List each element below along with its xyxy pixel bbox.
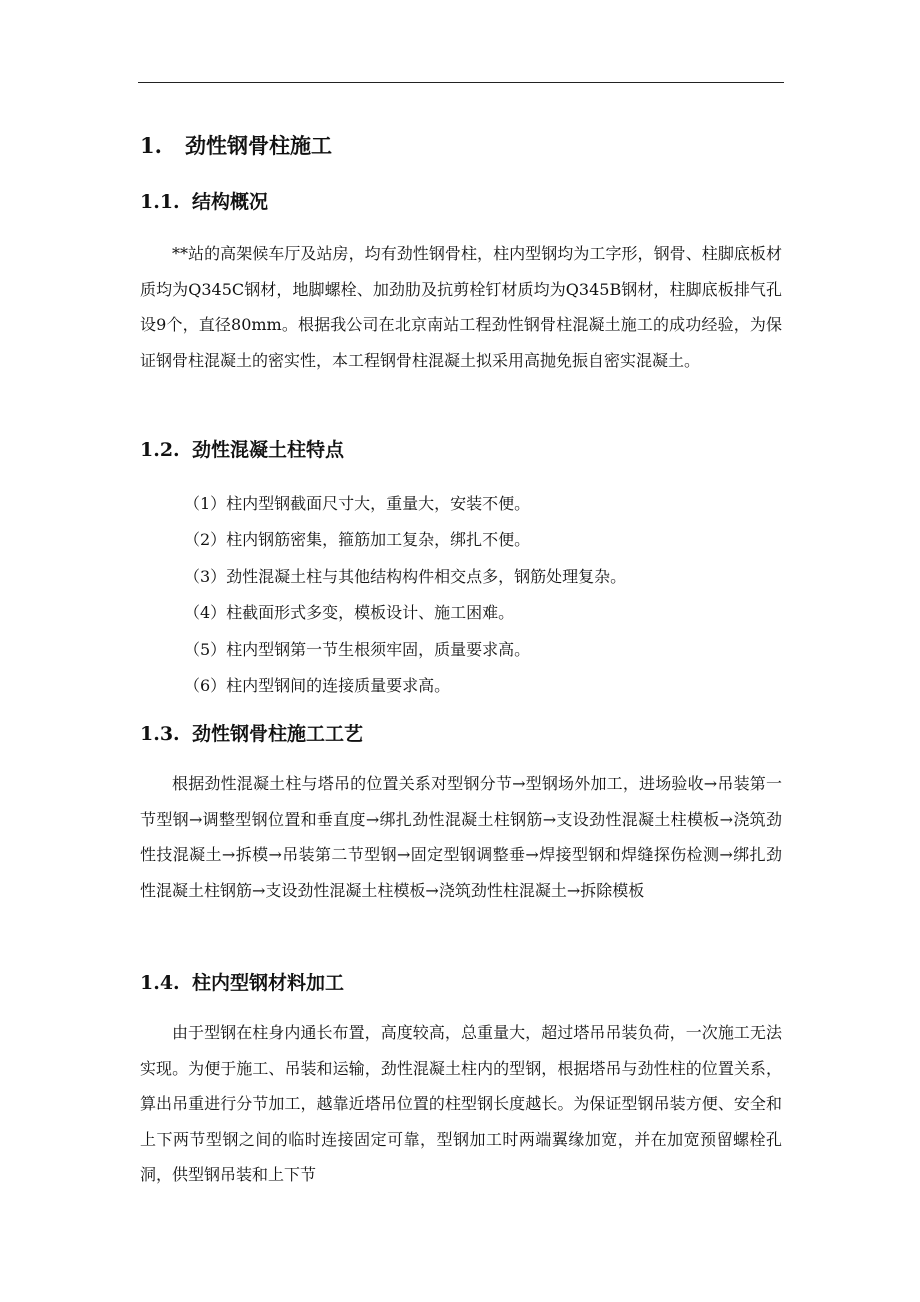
- paragraph-steel-processing: 由于型钢在柱身内通长布置，高度较高，总重量大，超过塔吊吊装负荷，一次施工无法实现。为便于施工、吊装和运输，劲性混凝土柱内的型钢，根据塔吊与劲性柱的位置关系，算出吊重进行分节加工，越靠近塔吊位置的柱型钢长度越长。为保证型钢吊装方便、安全和上下两节型钢之间的临时连接固定可靠，型钢加工时两端翼缘加宽，并在加宽预留螺栓孔洞，供型钢吊装和上下节: [140, 1023, 782, 1184]
- subsection-number: 1.2.: [140, 439, 180, 461]
- subsection-heading-1-3: [140, 720, 363, 748]
- subsection-heading-1-2: [140, 436, 344, 464]
- section-heading: [140, 131, 332, 161]
- list-item: （5）柱内型钢第一节生根须牢固，质量要求高。: [184, 639, 531, 659]
- list-item: （1）柱内型钢截面尺寸大，重量大，安装不便。: [184, 494, 531, 513]
- subsection-heading-1-1: [140, 188, 268, 216]
- subsection-number: 1.1.: [140, 191, 180, 213]
- subsection-title: 柱内型钢材料加工: [192, 972, 345, 994]
- subsection-number: 1.4.: [140, 972, 180, 994]
- subsection-heading-1-4: [140, 969, 344, 997]
- subsection-title: 劲性钢骨柱施工工艺: [192, 723, 364, 745]
- subsection-number: 1.3.: [140, 723, 180, 745]
- features-list: [184, 486, 626, 704]
- section-number: 1.: [140, 133, 162, 158]
- header-rule: [138, 82, 784, 83]
- paragraph-structure-overview: **站的高架候车厅及站房，均有劲性钢骨柱，柱内型钢均为工字形，钢骨、柱脚底板材质均为Q345C钢材，地脚螺栓、加劲肋及抗剪栓钉材质均为Q345B钢材，柱脚底板排气孔设9个，直径80mm。根据我公司在北京南站工程劲性钢骨柱混凝土施工的成功经验，为保证钢骨柱混凝土的密实性，本工程钢骨柱混凝土拟采用高抛免振自密实混凝土。: [140, 244, 782, 370]
- list-item: （4）柱截面形式多变，模板设计、施工困难。: [184, 603, 515, 623]
- list-item: （3）劲性混凝土柱与其他结构构件相交点多，钢筋处理复杂。: [184, 566, 627, 586]
- paragraph-construction-process: 根据劲性混凝土柱与塔吊的位置关系对型钢分节→型钢场外加工，进场验收→吊装第一节型钢→调整型钢位置和垂直度→绑扎劲性混凝土柱钢筋→支设劲性混凝土柱模板→浇筑劲性技混凝土→拆模→吊装第二节型钢→固定型钢调整垂→焊接型钢和焊缝探伤检测→绑扎劲性混凝土柱钢筋→支设劲性混凝土柱模板→浇筑劲性柱混凝土→拆除模板: [140, 774, 782, 900]
- subsection-title: 劲性混凝土柱特点: [192, 439, 345, 461]
- list-item: （6）柱内型钢间的连接质量要求高。: [184, 676, 451, 696]
- subsection-title: 结构概况: [192, 191, 269, 213]
- section-title: 劲性钢骨柱施工: [185, 133, 332, 158]
- list-item: （2）柱内钢筋密集，箍筋加工复杂，绑扎不便。: [184, 530, 531, 550]
